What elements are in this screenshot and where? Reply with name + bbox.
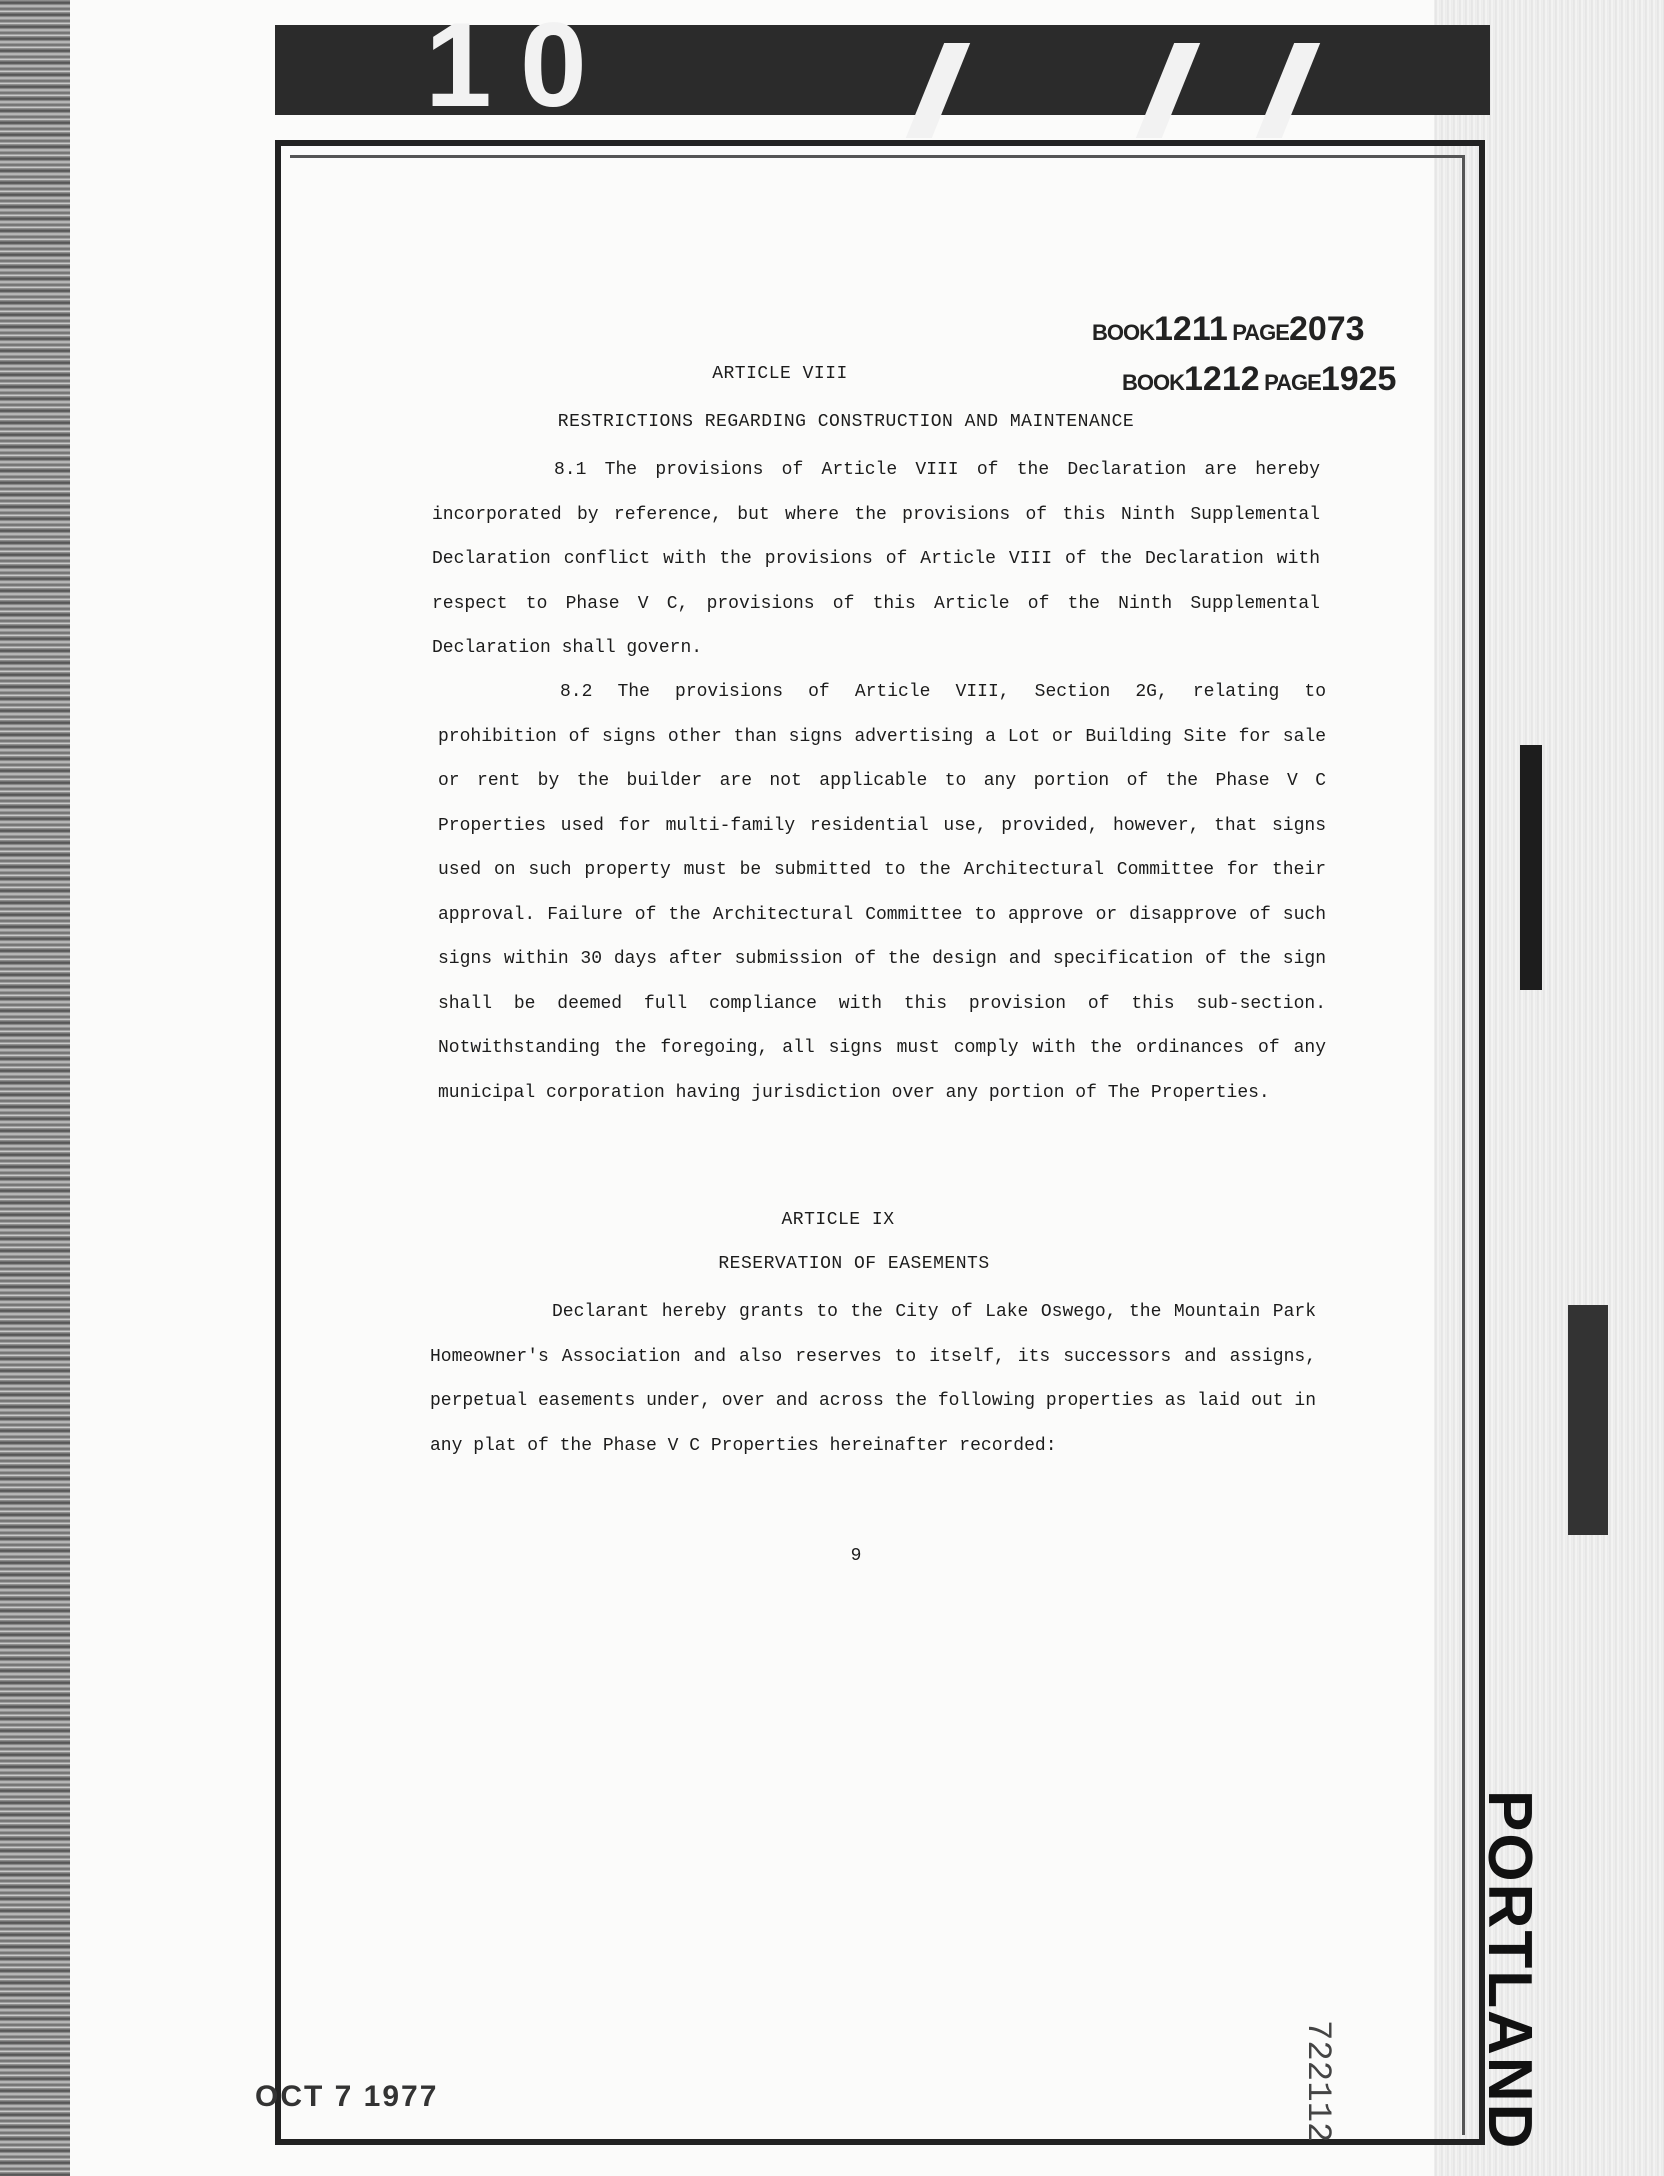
margin-bar-2: [1568, 1305, 1608, 1535]
portland-side-label: PORTLAND: [1475, 1790, 1544, 2151]
page-number: 9: [850, 1546, 862, 1566]
stamp2-page-number: 1925: [1320, 360, 1397, 398]
stamp1-page-number: 2073: [1288, 310, 1365, 348]
article8-paragraph-1-text: 8.1 The provisions of Article VIII of the Declaration are hereby incorporated by reference, but where the provisions of this Ninth Supplemental Declaration conflict with the provisions of Article VIII of the Declaration with respect to Phase V C, provisions of this Article of the Ninth Supplemental Declaration shall govern.: [432, 460, 1320, 658]
stamp2-page-label: PAGE: [1264, 370, 1321, 395]
stamp1-page-label: PAGE: [1232, 320, 1289, 345]
article8-paragraph-1: [432, 448, 1320, 671]
book-stamp-1: [1092, 310, 1365, 349]
bottom-date-stamp: OCT 7 1977: [255, 2080, 439, 2113]
header-mark-0: 0: [520, 0, 587, 132]
article9-title: ARTICLE IX: [781, 1210, 895, 1230]
article8-paragraph-2-text: 8.2 The provisions of Article VIII, Section 2G, relating to prohibition of signs other than signs advertising a Lot or Building Site for sale or rent by the builder are not applicable to any portion of the Phase V C Properties used for multi-family residential use, provided, however, that signs used on such property must be submitted to the Architectural Committee for their approval. Failure of the Architectural Committee to approve or disapprove of such signs within 30 days after submission of the design and specification of the sign shall be deemed full compliance with this provision of this sub-section. Notwithstanding the foregoing, all signs must comply with the ordinances of any municipal corporation having jurisdiction over any portion of The Properties.: [438, 682, 1326, 1103]
article8-subtitle: RESTRICTIONS REGARDING CONSTRUCTION AND MAINTENANCE: [557, 412, 1135, 432]
stamp1-book-number: 1211: [1154, 310, 1228, 348]
margin-bar-1: [1520, 745, 1542, 990]
article9-paragraph-1: [430, 1290, 1316, 1468]
article9-paragraph-1-text: Declarant hereby grants to the City of Lake Oswego, the Mountain Park Homeowner's Association and also reserves to itself, its successors and assigns, perpetual easements under, over and across the following properties as laid out in any plat of the Phase V C Properties hereinafter recorded:: [430, 1302, 1316, 1456]
stamp2-book-number: 1212: [1184, 360, 1260, 398]
header-mark-1: 1: [425, 0, 492, 132]
article8-paragraph-2: [438, 670, 1326, 1115]
article9-subtitle: RESERVATION OF EASEMENTS: [718, 1254, 990, 1274]
stamp1-book-label: BOOK: [1092, 320, 1154, 345]
side-recording-number: 722112: [1298, 2020, 1336, 2143]
stamp2-book-label: BOOK: [1122, 370, 1184, 395]
article8-title: ARTICLE VIII: [712, 364, 848, 384]
